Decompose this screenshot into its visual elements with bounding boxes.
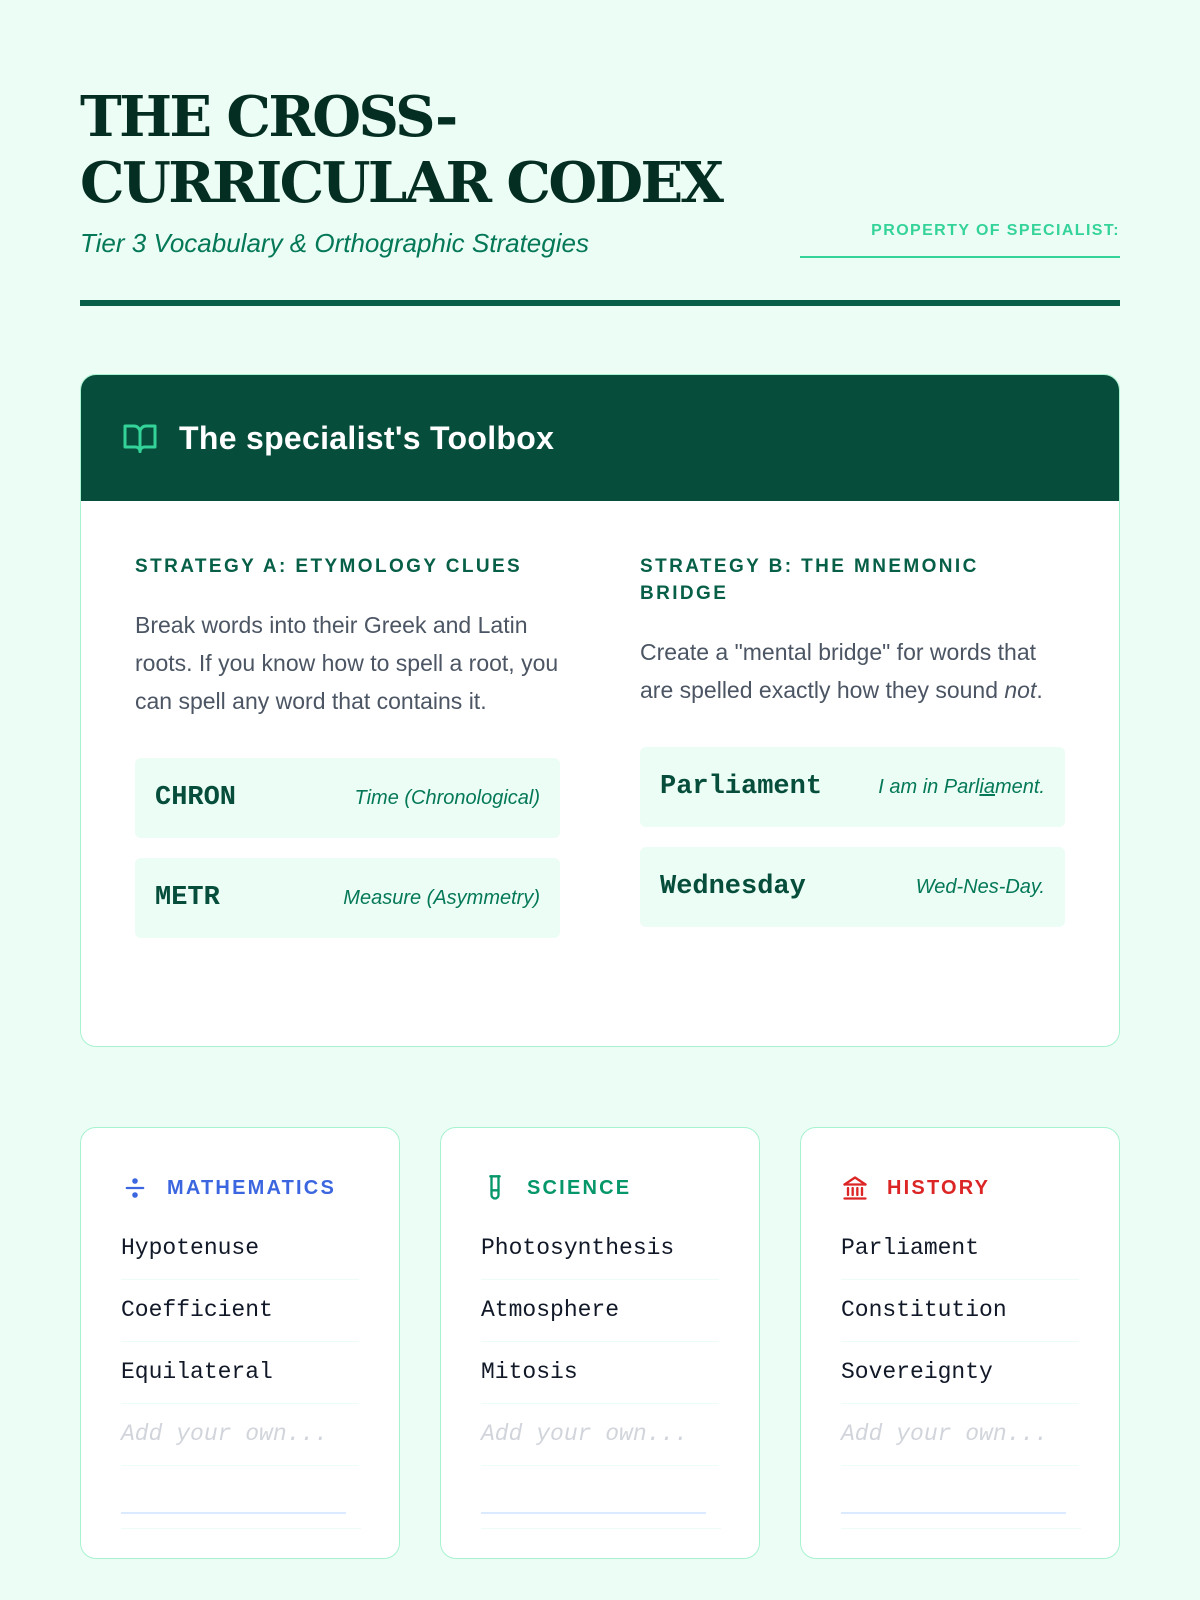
example-row [640,747,1065,827]
vocab-word: Sovereignty [841,1342,1079,1404]
strategy-a-description: Break words into their Greek and Latin roots. If you know how to spell a root, you can spell any word that contains it. [135,612,559,714]
vocab-word: Constitution [841,1280,1079,1342]
card-header [121,1168,359,1208]
header-divider [80,300,1120,306]
description-text: Create a "mental bridge" for words that are spelled exactly how they sound [640,639,1037,703]
vocab-word: Coefficient [121,1280,359,1342]
blank-writing-line[interactable] [481,1512,706,1514]
open-book-icon [121,420,159,456]
toolbox-body [81,501,1119,958]
description-end: . [1036,677,1043,703]
blank-writing-line[interactable] [121,1512,346,1514]
example-note: Measure (Asymmetry) [343,886,540,909]
header [80,0,1120,308]
description-emphasis: not [1004,677,1037,703]
note-underlined-part: ia [979,775,995,798]
card-title: HISTORY [887,1176,991,1199]
divide-icon [121,1172,149,1204]
add-your-own-input[interactable]: Add your own... [841,1404,1079,1466]
example-term: Wednesday [660,872,806,902]
property-of-specialist-field[interactable]: PROPERTY OF SPECIALIST: [800,222,1120,258]
example-row [135,858,560,938]
card-divider [121,1528,361,1530]
example-note: Time (Chronological) [354,786,540,809]
example-note: Wed-Nes-Day. [915,875,1045,898]
subject-cards [80,1127,1120,1559]
card-divider [841,1528,1081,1530]
example-term: Parliament [660,772,823,802]
note-part: I am in Parl [878,775,980,798]
example-note [878,776,1045,799]
card-title: MATHEMATICS [167,1176,336,1199]
example-term: METR [155,883,220,913]
card-title: SCIENCE [527,1176,632,1199]
vocab-word: Photosynthesis [481,1218,719,1280]
strategy-a-examples [135,758,560,938]
example-term: CHRON [155,783,237,813]
blank-writing-line[interactable] [841,1512,1066,1514]
vocab-word: Parliament [841,1218,1079,1280]
page-title: THE CROSS-CURRICULAR CODEX [80,84,722,216]
subject-card-science [440,1127,760,1559]
test-tube-icon [481,1172,509,1204]
add-your-own-input[interactable]: Add your own... [121,1404,359,1466]
landmark-icon [841,1172,869,1204]
toolbox-header [81,375,1119,501]
add-your-own-input[interactable]: Add your own... [481,1404,719,1466]
strategy-b-examples [640,747,1065,927]
vocab-word: Atmosphere [481,1280,719,1342]
subject-card-history [800,1127,1120,1559]
note-part: ment. [994,775,1045,798]
vocab-word: Hypotenuse [121,1218,359,1280]
example-row [135,758,560,838]
page-subtitle: Tier 3 Vocabulary & Orthographic Strategies [80,228,589,258]
example-row [640,847,1065,927]
toolbox-title: The specialist's Toolbox [179,419,555,456]
vocab-word: Mitosis [481,1342,719,1404]
card-header [481,1168,719,1208]
subject-card-mathematics [80,1127,400,1559]
strategy-b [640,553,1065,958]
card-header [841,1168,1079,1208]
toolbox-panel [80,374,1120,1047]
strategy-a-title: STRATEGY A: ETYMOLOGY CLUES [135,556,523,577]
strategy-b-title: STRATEGY B: THE MNEMONIC BRIDGE [640,556,979,604]
strategy-b-description [640,633,1065,709]
card-divider [481,1528,721,1530]
vocab-word: Equilateral [121,1342,359,1404]
strategy-a [135,553,560,958]
